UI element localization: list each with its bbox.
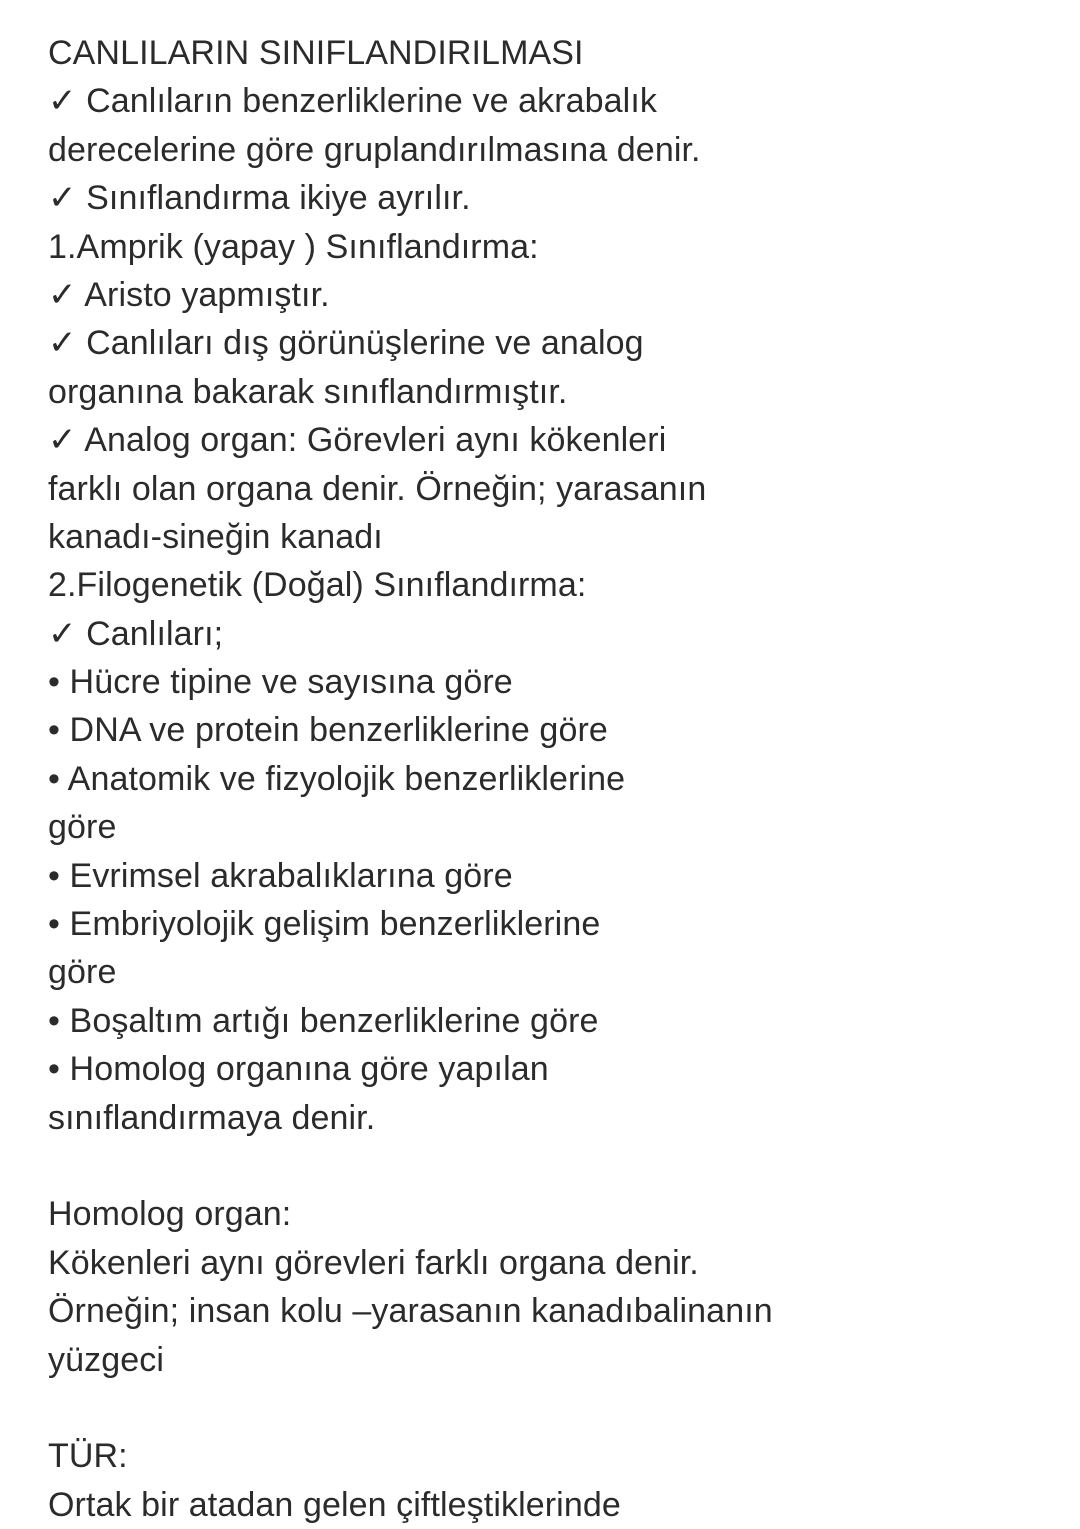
text-line: yüzgeci [48,1340,164,1379]
blank-line [48,1384,1058,1432]
text-line: ✓ Canlıları; [48,614,224,653]
text-line: ✓ Analog organ: Görevleri aynı kökenleri [48,421,667,460]
text-line: ✓ Sınıflandırma ikiye ayrılır. [48,179,471,218]
bullet-item: • Hücre tipine ve sayısına göre [48,663,513,702]
text-line: kanadı-sineğin kanadı [48,517,383,556]
text-line: Kökenleri aynı görevleri farklı organa denir. [48,1243,699,1282]
bullet-item: • Homolog organına göre yapılan [48,1050,549,1089]
section-heading: 1.Amprik (yapay ) Sınıflandırma: [48,227,539,266]
blank-line [48,1142,1058,1190]
text-line: sınıflandırmaya denir. [48,1098,376,1137]
bullet-item: • DNA ve protein benzerliklerine göre [48,711,608,750]
text-line: farklı olan organa denir. Örneğin; yarasanın [48,469,707,508]
section-heading: Homolog organ: [48,1195,292,1234]
section-heading: TÜR: [48,1437,128,1476]
bullet-item: • Anatomik ve fizyolojik benzerliklerine [48,759,626,798]
document-body [48,29,1058,1529]
text-line: Örneğin; insan kolu –yarasanın kanadıbalinanın [48,1292,773,1331]
bullet-item: • Embriyolojik gelişim benzerliklerine [48,905,601,944]
text-line: derecelerine göre gruplandırılmasına denir. [48,130,701,169]
text-line: göre [48,953,117,992]
text-line: ✓ Canlıları dış görünüşlerine ve analog [48,324,644,363]
bullet-item: • Evrimsel akrabalıklarına göre [48,856,513,895]
document-title: CANLILARIN SINIFLANDIRILMASI [48,34,584,72]
text-line: göre [48,808,117,847]
section-heading: 2.Filogenetik (Doğal) Sınıflandırma: [48,566,587,605]
text-line: Ortak bir atadan gelen çiftleştiklerinde [48,1485,621,1524]
text-line: ✓ Canlıların benzerliklerine ve akrabalık [48,82,657,121]
text-line: organına bakarak sınıflandırmıştır. [48,372,568,411]
bullet-item: • Boşaltım artığı benzerliklerine göre [48,1001,599,1040]
text-line: ✓ Aristo yapmıştır. [48,275,330,314]
